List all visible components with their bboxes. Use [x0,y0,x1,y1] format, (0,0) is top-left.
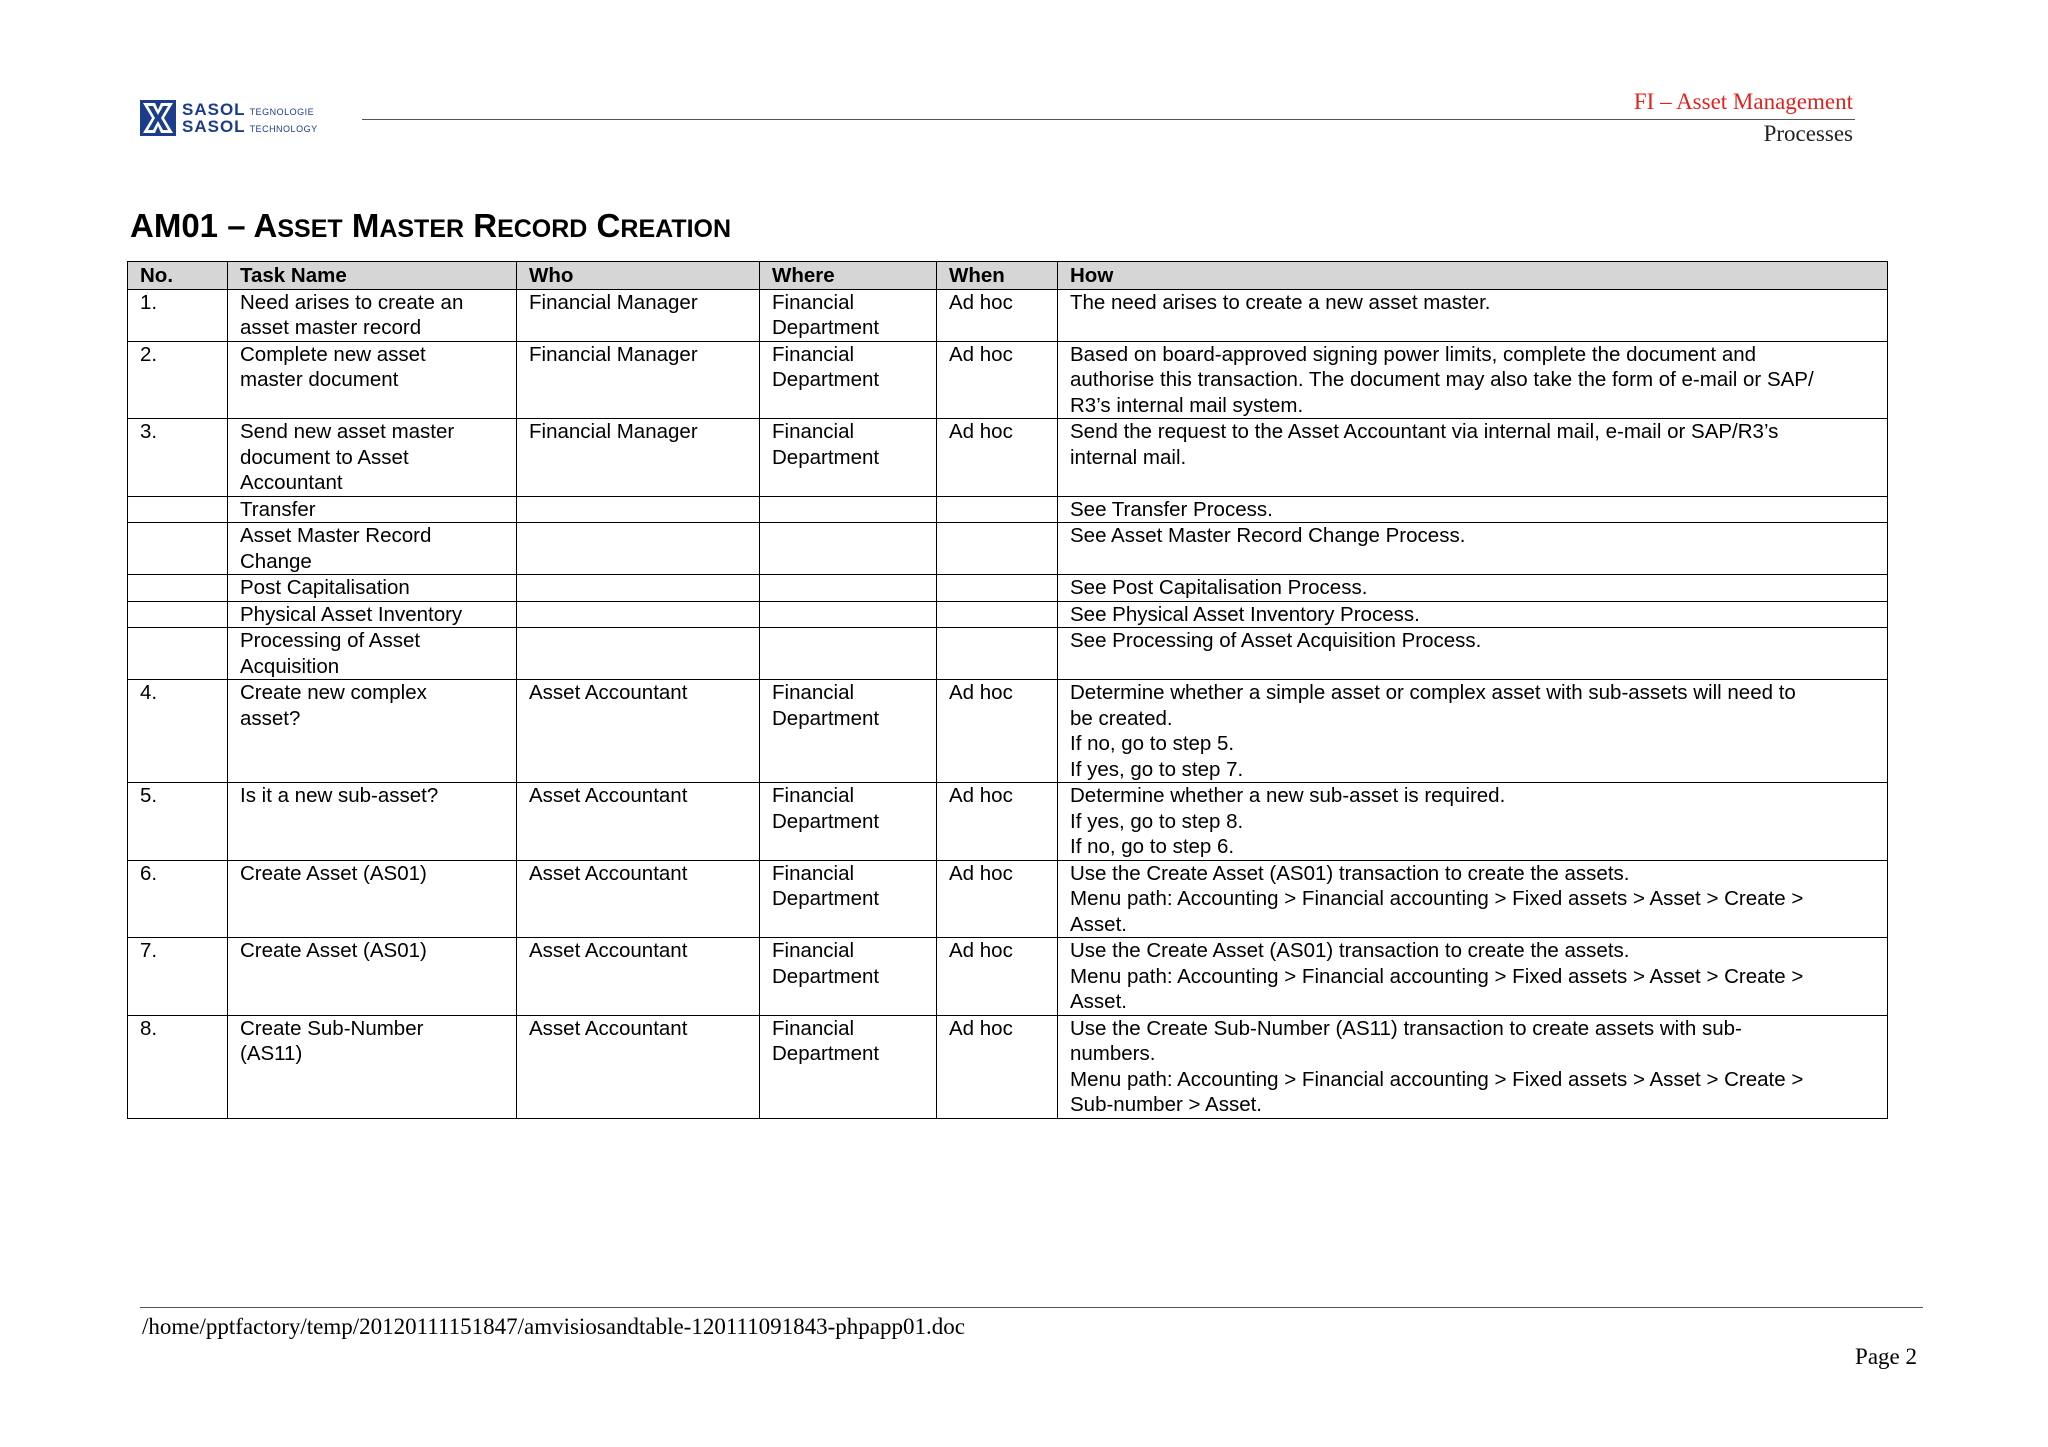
cell-task-name: Post Capitalisation [228,575,517,602]
cell-how: Send the request to the Asset Accountant via internal mail, e-mail or SAP/R3’s internal mail. [1058,419,1888,497]
logo-word: SASOL [182,100,246,119]
cell-where [760,575,937,602]
column-header-where: Where [760,262,937,290]
table-row [128,289,1888,341]
table-row [128,341,1888,419]
cell-when: Ad hoc [937,1015,1058,1118]
cell-how: Use the Create Sub-Number (AS11) transaction to create assets with sub- numbers. Menu path: Accounting > Financial accounting > Fixed assets > Asset > Create > Sub-number > Asset. [1058,1015,1888,1118]
title-word: MASTER [351,207,465,244]
cell-when [937,601,1058,628]
document-section-subtitle: Processes [1763,121,1853,146]
cell-where [760,496,937,523]
cell-no: 6. [128,860,228,938]
cell-when [937,575,1058,602]
cell-task-name: Send new asset master document to Asset Accountant [228,419,517,497]
cell-no: 8. [128,1015,228,1118]
cell-how: Determine whether a simple asset or complex asset with sub-assets will need to be created. If no, go to step 5. If yes, go to step 7. [1058,680,1888,783]
logo-text-line-2 [182,118,318,136]
cell-no [128,523,228,575]
cell-task-name: Complete new asset master document [228,341,517,419]
cell-when [937,496,1058,523]
cell-task-name: Physical Asset Inventory [228,601,517,628]
company-logo [140,100,350,136]
table-row [128,575,1888,602]
cell-who [517,523,760,575]
cell-how: See Post Capitalisation Process. [1058,575,1888,602]
cell-where: Financial Department [760,860,937,938]
table-row [128,419,1888,497]
table-body [128,289,1888,1118]
cell-no: 3. [128,419,228,497]
footer-divider [140,1307,1923,1308]
cell-no [128,575,228,602]
cell-who: Asset Accountant [517,1015,760,1118]
cell-when: Ad hoc [937,419,1058,497]
cell-task-name: Create Asset (AS01) [228,938,517,1016]
cell-who: Asset Accountant [517,938,760,1016]
page-title [130,207,731,245]
cell-when: Ad hoc [937,341,1058,419]
title-word: ASSET [253,207,343,244]
cell-how: Determine whether a new sub-asset is required. If yes, go to step 8. If no, go to step 6. [1058,783,1888,861]
cell-task-name: Processing of Asset Acquisition [228,628,517,680]
cell-how: The need arises to create a new asset master. [1058,289,1888,341]
table-row [128,601,1888,628]
cell-who: Asset Accountant [517,783,760,861]
cell-who: Financial Manager [517,419,760,497]
table-row [128,628,1888,680]
table-header-row [128,262,1888,290]
document-section-title: FI – Asset Management [1633,89,1853,114]
cell-how: Use the Create Asset (AS01) transaction to create the assets. Menu path: Accounting > Financial accounting > Fixed assets > Asset > Create > Asset. [1058,938,1888,1016]
sasol-logo-icon [140,100,176,136]
cell-when: Ad hoc [937,938,1058,1016]
cell-no: 2. [128,341,228,419]
cell-how: See Physical Asset Inventory Process. [1058,601,1888,628]
cell-no: 4. [128,680,228,783]
cell-how: Based on board-approved signing power limits, complete the document and authorise this transaction. The document may also take the form of e-mail or SAP/ R3’s internal mail system. [1058,341,1888,419]
cell-who: Asset Accountant [517,860,760,938]
cell-when [937,628,1058,680]
cell-how: Use the Create Asset (AS01) transaction to create the assets. Menu path: Accounting > Financial accounting > Fixed assets > Asset > Create > Asset. [1058,860,1888,938]
header-divider [362,119,1855,120]
cell-when [937,523,1058,575]
cell-where [760,523,937,575]
title-word: CREATION [596,207,732,244]
cell-where [760,601,937,628]
cell-where: Financial Department [760,1015,937,1118]
cell-where: Financial Department [760,938,937,1016]
cell-task-name: Create Asset (AS01) [228,860,517,938]
cell-where: Financial Department [760,289,937,341]
cell-task-name: Asset Master Record Change [228,523,517,575]
title-word: RECORD [473,207,588,244]
column-header-when: When [937,262,1058,290]
logo-subword: TECHNOLOGY [249,124,318,134]
footer-file-path: /home/pptfactory/temp/20120111151847/amvisiosandtable-120111091843-phpapp01.doc [142,1314,965,1339]
cell-no [128,601,228,628]
cell-task-name: Is it a new sub-asset? [228,783,517,861]
cell-no [128,628,228,680]
cell-who [517,601,760,628]
column-header-task-name: Task Name [228,262,517,290]
cell-task-name: Transfer [228,496,517,523]
cell-how: See Asset Master Record Change Process. [1058,523,1888,575]
logo-subword: TEGNOLOGIE [249,107,315,117]
cell-how: See Transfer Process. [1058,496,1888,523]
cell-where: Financial Department [760,783,937,861]
cell-no: 1. [128,289,228,341]
cell-who [517,496,760,523]
cell-how: See Processing of Asset Acquisition Process. [1058,628,1888,680]
cell-where [760,628,937,680]
table-row [128,680,1888,783]
logo-word: SASOL [182,117,246,136]
cell-no [128,496,228,523]
cell-no: 5. [128,783,228,861]
table-row [128,523,1888,575]
cell-where: Financial Department [760,680,937,783]
cell-where: Financial Department [760,419,937,497]
cell-no: 7. [128,938,228,1016]
cell-when: Ad hoc [937,860,1058,938]
cell-where: Financial Department [760,341,937,419]
cell-when: Ad hoc [937,289,1058,341]
title-code: AM01 – [130,207,246,244]
cell-who: Financial Manager [517,341,760,419]
cell-task-name: Need arises to create an asset master record [228,289,517,341]
table-row [128,1015,1888,1118]
table-row [128,860,1888,938]
cell-who [517,628,760,680]
table-row [128,938,1888,1016]
page-number: Page 2 [1855,1344,1917,1369]
cell-when: Ad hoc [937,680,1058,783]
cell-who [517,575,760,602]
column-header-how: How [1058,262,1888,290]
process-table [127,261,1888,1119]
cell-who: Financial Manager [517,289,760,341]
cell-who: Asset Accountant [517,680,760,783]
table-row [128,496,1888,523]
cell-when: Ad hoc [937,783,1058,861]
table-row [128,783,1888,861]
column-header-who: Who [517,262,760,290]
cell-task-name: Create Sub-Number (AS11) [228,1015,517,1118]
column-header-no: No. [128,262,228,290]
cell-task-name: Create new complex asset? [228,680,517,783]
